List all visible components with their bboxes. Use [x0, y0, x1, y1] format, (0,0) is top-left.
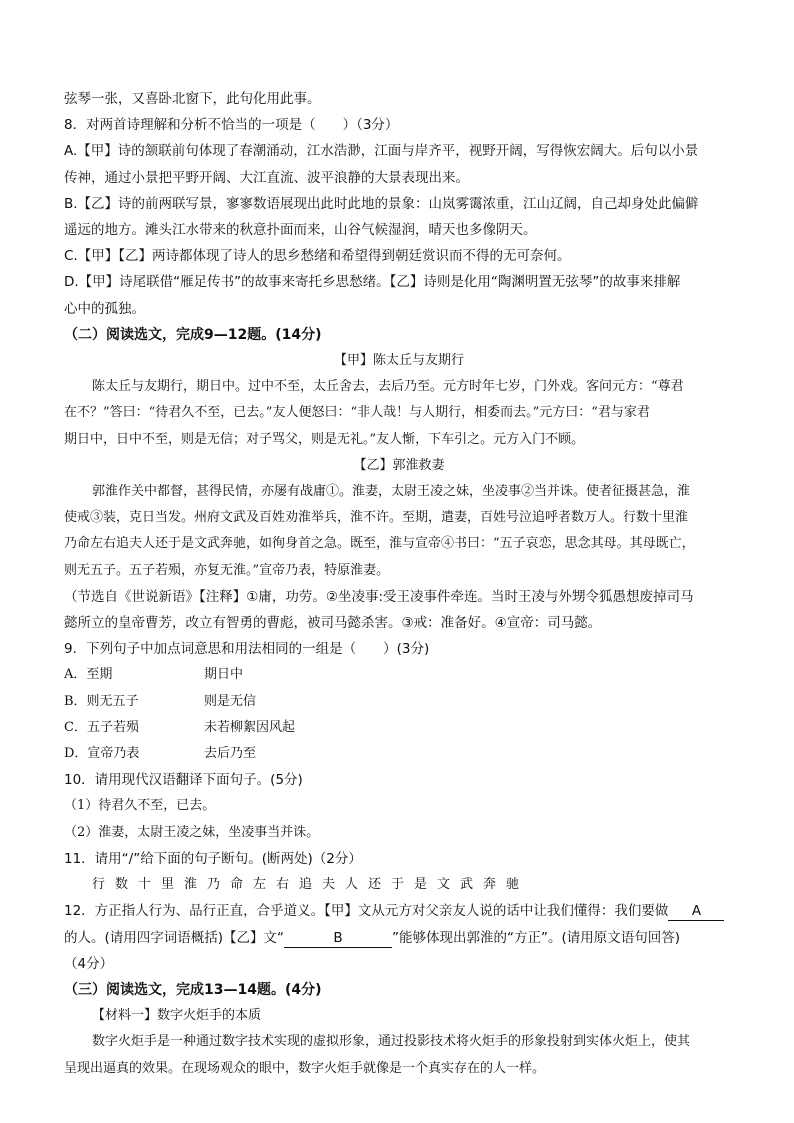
passage-yi-line: 乃命左右追夫人还于是文武奔驰，如徇身首之急。既至，淮与宣帝④书曰：“五子哀恋，思念其母。其母既亡， — [64, 536, 695, 552]
passage-jia-line: 期日中，日中不至，则是无信；对子骂父，则是无礼。”友人惭，下车引之。元方入门不顾。 — [64, 431, 585, 447]
option-label: B．则无五子 — [64, 693, 139, 709]
q8-option-b-cont: 遥远的地方。滩头江水带来的秋意扑面而来，山谷气候湿润，晴天也多像阴天。 — [64, 222, 537, 239]
question-10-stem: 10．请用现代汉语翻译下面句子。(5分) — [64, 772, 303, 789]
passage-yi-title: 【乙】郭淮救妻 — [353, 457, 445, 473]
passage-jia-line: 陈太丘与友期行，期日中。过中不至，太丘舍去，去后乃至。元方时年七岁，门外戏。客问元方：“尊君 — [92, 379, 684, 395]
passage-yi-line: 使戒③装，克日当发。州府文武及百姓劝淮举兵，淮不许。至期，遣妻，百姓号泣追呼者数万人。行数十里淮 — [64, 510, 689, 526]
q8-option-d: D.【甲】诗尾联借“雁足传书”的故事来寄托乡思愁绪。【乙】诗则是化用“陶渊明置无弦琴”的故事来排解 — [64, 274, 681, 291]
option-label: D．宣帝乃表 — [64, 746, 140, 762]
q10-sentence-2: （2）淮妻，太尉王凌之妹，坐凌事当并诛。 — [64, 824, 320, 840]
q12-text: 12．方正指人行为、品行正直，合乎道义。【甲】文从元方对父亲友人说的话中让我们懂得：我们要做 — [64, 903, 669, 920]
source-notes-cont: 懿所立的皇帝曹芳，改立有智勇的曹彪，被司马懿杀害。③戒：准备好。④宣帝：司马懿。 — [64, 615, 602, 632]
q8-option-a-cont: 传神，通过小景把平野开阔、大江直流、波平浪静的大景表现出来。 — [64, 169, 469, 186]
material-1-line: 数字火炬手是一种通过数字技术实现的虚拟形象，通过投影技术将火炬手的形象投射到实体火炬上，使其 — [92, 1034, 691, 1050]
q9-option-a — [64, 662, 734, 688]
blank-a[interactable]: A — [668, 902, 724, 921]
blank-b[interactable]: B — [284, 929, 392, 948]
section-3-heading: （三）阅读选文，完成13—14题。(4分) — [64, 981, 322, 998]
poem-note-end: 弦琴一张，又喜卧北窗下，此句化用此事。 — [64, 91, 321, 107]
q8-option-a: A.【甲】诗的颔联前句体现了春潮涌动，江水浩渺，江面与岸齐平，视野开阔，写得恢宏阔大。后句以小景 — [64, 143, 699, 160]
q9-option-d — [64, 741, 734, 767]
passage-yi-line: 郭淮作关中都督，甚得民情，亦屡有战庸①。淮妻，太尉王凌之妹，坐凌事②当并诛。使者征摄甚急，淮 — [92, 484, 691, 500]
option-text: 未若柳絮因风起 — [204, 719, 296, 735]
q12-text: 的人。(请用四字词语概括)【乙】文“ — [64, 929, 285, 946]
question-11-stem: 11．请用“/”给下面的句子断句。(断两处)（2分） — [64, 850, 362, 867]
q8-option-b: B.【乙】诗的前两联写景，寥寥数语展现出此时此地的景象：山岚雾霭浓重，江山辽阔，自己却身处此偏僻 — [64, 195, 699, 212]
question-12-cont — [64, 925, 734, 951]
q8-option-d-cont: 心中的孤独。 — [64, 300, 145, 317]
source-notes: （节选自《世说新语》【注释】①庸，功劳。②坐凌事:受王凌事件牵连。当时王凌与外甥令狐愚想废掉司马 — [64, 588, 694, 605]
passage-yi-line: 则无五子。五子若殒，亦复无淮。”宣帝乃表，特原淮妻。 — [64, 562, 390, 578]
question-12-stem — [64, 898, 734, 924]
q12-score: （4分） — [64, 955, 114, 972]
option-label: C．五子若殒 — [64, 719, 139, 735]
option-label: A．至期 — [64, 667, 113, 683]
q11-sentence: 行数十里淮乃命左右追夫人还于是文武奔驰 — [92, 877, 530, 893]
passage-jia-line: 在不？”答曰：“待君久不至，已去。”友人便怒曰：“非人哉！与人期行，相委而去。”元方曰：“君与家君 — [64, 405, 650, 421]
material-1-title: 【材料一】数字火炬手的本质 — [92, 1008, 262, 1024]
q9-option-b — [64, 689, 734, 715]
q10-sentence-1: （1）待君久不至，已去。 — [64, 798, 216, 814]
question-9-stem: 9．下列句子中加点词意思和用法相同的一组是（ ）(3分) — [64, 641, 430, 658]
q12-text: ”能够体现出郭淮的“方正”。(请用原文语句回答) — [392, 929, 681, 946]
q8-option-c: C.【甲】【乙】两诗都体现了诗人的思乡愁绪和希望得到朝廷赏识而不得的无可奈何。 — [64, 248, 571, 265]
exam-page — [64, 86, 734, 1082]
question-8-stem: 8．对两首诗理解和分析不恰当的一项是（ ）（3分） — [64, 117, 399, 134]
q9-option-c — [64, 715, 734, 741]
option-text: 期日中 — [204, 667, 244, 683]
option-text: 去后乃至 — [204, 746, 257, 762]
material-1-line: 呈现出逼真的效果。在现场观众的眼中，数字火炬手就像是一个真实存在的人一样。 — [64, 1060, 546, 1076]
section-2-heading: （二）阅读选文，完成9—12题。(14分) — [64, 326, 322, 343]
option-text: 则是无信 — [204, 693, 257, 709]
passage-jia-title: 【甲】陈太丘与友期行 — [333, 353, 464, 369]
